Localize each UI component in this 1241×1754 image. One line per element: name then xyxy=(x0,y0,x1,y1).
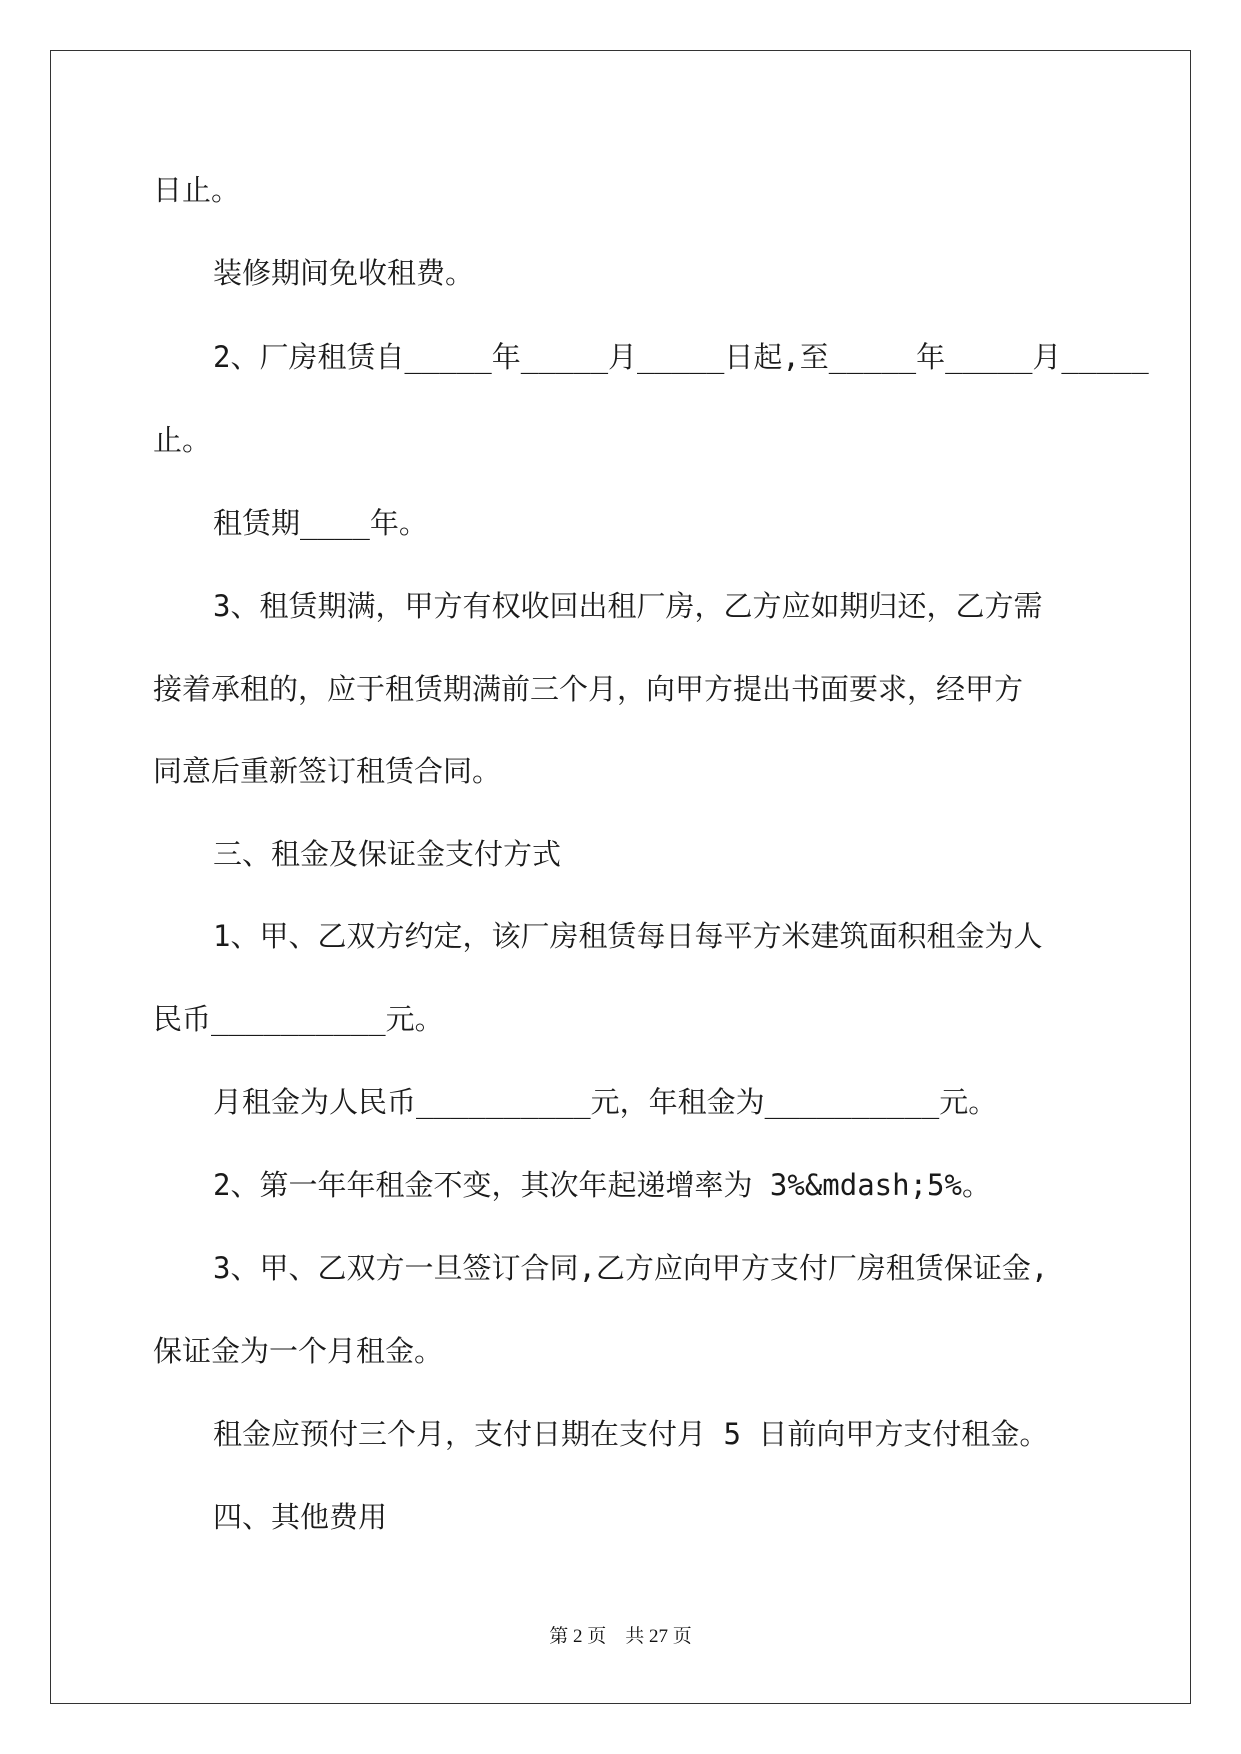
text-line: 3、甲、乙双方一旦签订合同,乙方应向甲方支付厂房租赁保证金, xyxy=(213,1251,1049,1285)
section-heading: 四、其他费用 xyxy=(213,1500,388,1534)
section-heading: 三、租金及保证金支付方式 xyxy=(213,837,562,871)
text-line: 3、租赁期满，甲方有权收回出租厂房，乙方应如期归还，乙方需 xyxy=(213,589,1043,623)
text-line: 2、第一年年租金不变，其次年起递增率为 3%&mdash;5%。 xyxy=(213,1168,991,1202)
page-number-footer: 第 2 页 共 27 页 xyxy=(549,1626,692,1647)
text-line: 租金应预付三个月，支付日期在支付月 5 日前向甲方支付租金。 xyxy=(213,1417,1049,1451)
text-line: 装修期间免收租费。 xyxy=(213,256,475,290)
page-border xyxy=(50,50,1191,1704)
text-line: 保证金为一个月租金。 xyxy=(153,1334,444,1368)
text-line: 租赁期____年。 xyxy=(213,506,428,540)
text-line: 接着承租的，应于租赁期满前三个月，向甲方提出书面要求，经甲方 xyxy=(153,672,1024,706)
text-line: 同意后重新签订租赁合同。 xyxy=(153,754,502,788)
text-line: 日止。 xyxy=(153,173,241,207)
text-line: 民币__________元。 xyxy=(153,1002,444,1036)
text-line: 2、厂房租赁自_____年_____月_____日起,至_____年_____月_____ xyxy=(213,340,1149,374)
text-line: 1、甲、乙双方约定，该厂房租赁每日每平方米建筑面积租金为人 xyxy=(213,919,1043,953)
text-line: 月租金为人民币__________元，年租金为__________元。 xyxy=(213,1085,998,1119)
text-line: 止。 xyxy=(153,423,212,457)
